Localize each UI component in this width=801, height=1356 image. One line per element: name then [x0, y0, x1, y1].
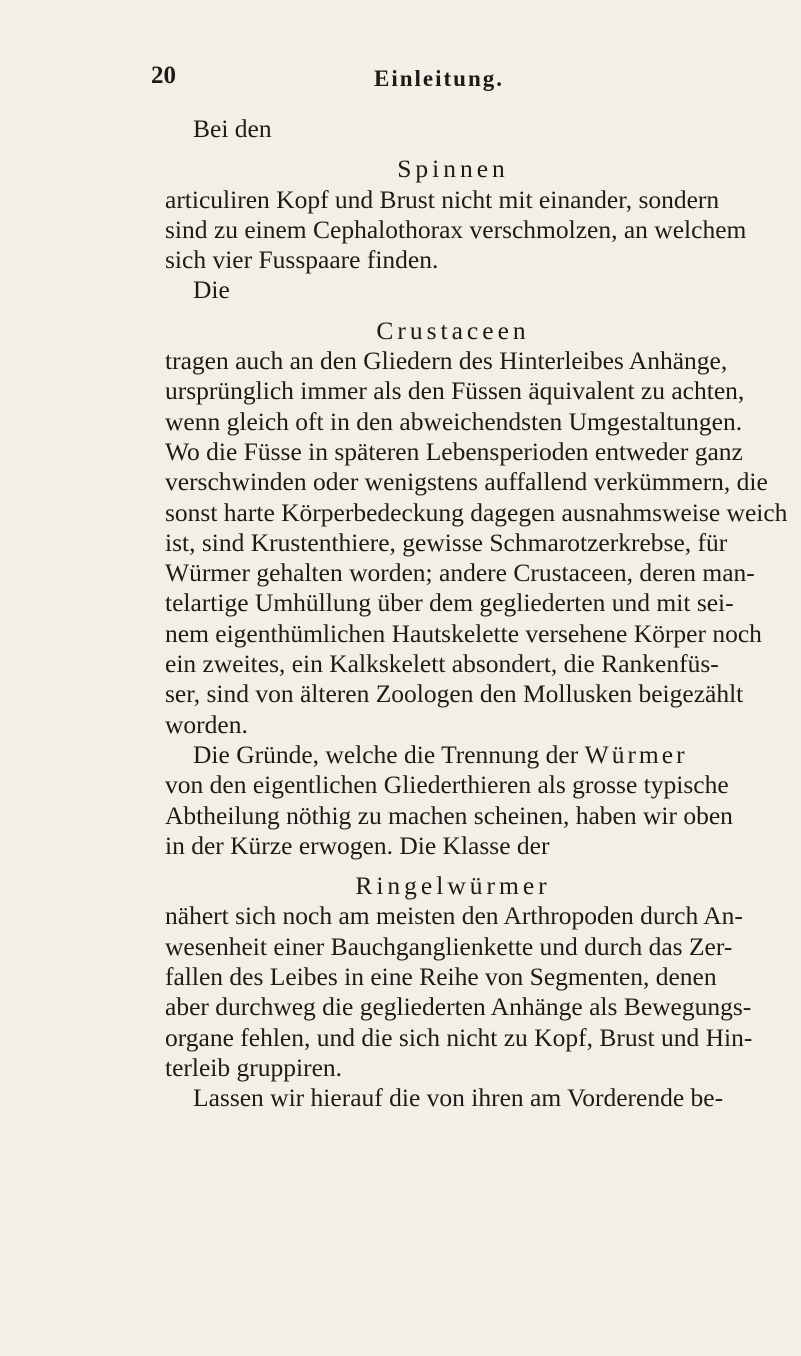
text-line: ser, sind von älteren Zoologen den Mollusken beigezählt	[165, 679, 744, 709]
text-line: worden.	[165, 709, 248, 739]
running-head: Einleitung.	[374, 66, 505, 91]
text-line: tragen auch an den Gliedern des Hinterleibes Anhänge,	[165, 346, 728, 376]
section-heading: Crustaceen	[376, 315, 530, 345]
text-line: terleib gruppiren.	[165, 1052, 343, 1082]
section-heading: Ringelwürmer	[355, 871, 551, 901]
text-line: aber durchweg die gegliederten Anhänge als Bewegungs-	[165, 992, 752, 1022]
text-line: Lassen wir hierauf die von ihren am Vorderende be-	[193, 1083, 724, 1113]
page-header	[0, 62, 801, 102]
text-line: verschwinden oder wenigstens auffallend verkümmern, die	[165, 467, 768, 497]
text-line: Würmer gehalten worden; andere Crustaceen, deren man-	[165, 558, 755, 588]
section-heading: Spinnen	[397, 154, 509, 184]
body-text	[165, 114, 788, 1114]
text-line: Abtheilung nöthig zu machen scheinen, haben wir oben	[165, 800, 733, 830]
text-line: sich vier Fusspaare finden.	[165, 245, 439, 275]
text-line: ein zweites, ein Kalkskelett absondert, die Rankenfüs-	[165, 649, 719, 679]
text-line: fallen des Leibes in eine Reihe von Segmenten, denen	[165, 962, 717, 992]
text-line: sind zu einem Cephalothorax verschmolzen, an welchem	[165, 214, 747, 244]
text-line: Die	[193, 275, 230, 305]
text-line	[165, 740, 777, 770]
text-line: nem eigenthümlichen Hautskelette versehene Körper noch	[165, 618, 762, 648]
text-line: in der Kürze erwogen. Die Klasse der	[165, 830, 550, 860]
text-line: ursprünglich immer als den Füssen äquivalent zu achten,	[165, 376, 745, 406]
text-line: von den eigentlichen Gliederthieren als grosse typische	[165, 770, 729, 800]
text-line: ist, sind Krustenthiere, gewisse Schmarotzerkrebse, für	[165, 527, 728, 557]
text-line: Bei den	[193, 114, 272, 143]
text-run: Die Gründe, welche die Trennung der	[193, 739, 579, 769]
text-line: telartige Umhüllung über dem gegliederten und mit sei-	[165, 588, 734, 618]
text-line: organe fehlen, und die sich nicht zu Kopf, Brust und Hin-	[165, 1022, 753, 1052]
page-number: 20	[151, 62, 176, 89]
text-line: wesenheit einer Bauchganglienkette und durch das Zer-	[165, 931, 733, 961]
text-line: articuliren Kopf und Brust nicht mit einander, sondern	[165, 184, 720, 214]
emphasized-term: Würmer	[584, 739, 688, 769]
text-line: nähert sich noch am meisten den Arthropoden durch An-	[165, 901, 743, 931]
text-line: sonst harte Körperbedeckung dagegen ausnahmsweise weich	[165, 497, 788, 527]
text-line: Wo die Füsse in späteren Lebensperioden entweder ganz	[165, 436, 743, 466]
text-line: wenn gleich oft in den abweichendsten Umgestaltungen.	[165, 406, 743, 436]
